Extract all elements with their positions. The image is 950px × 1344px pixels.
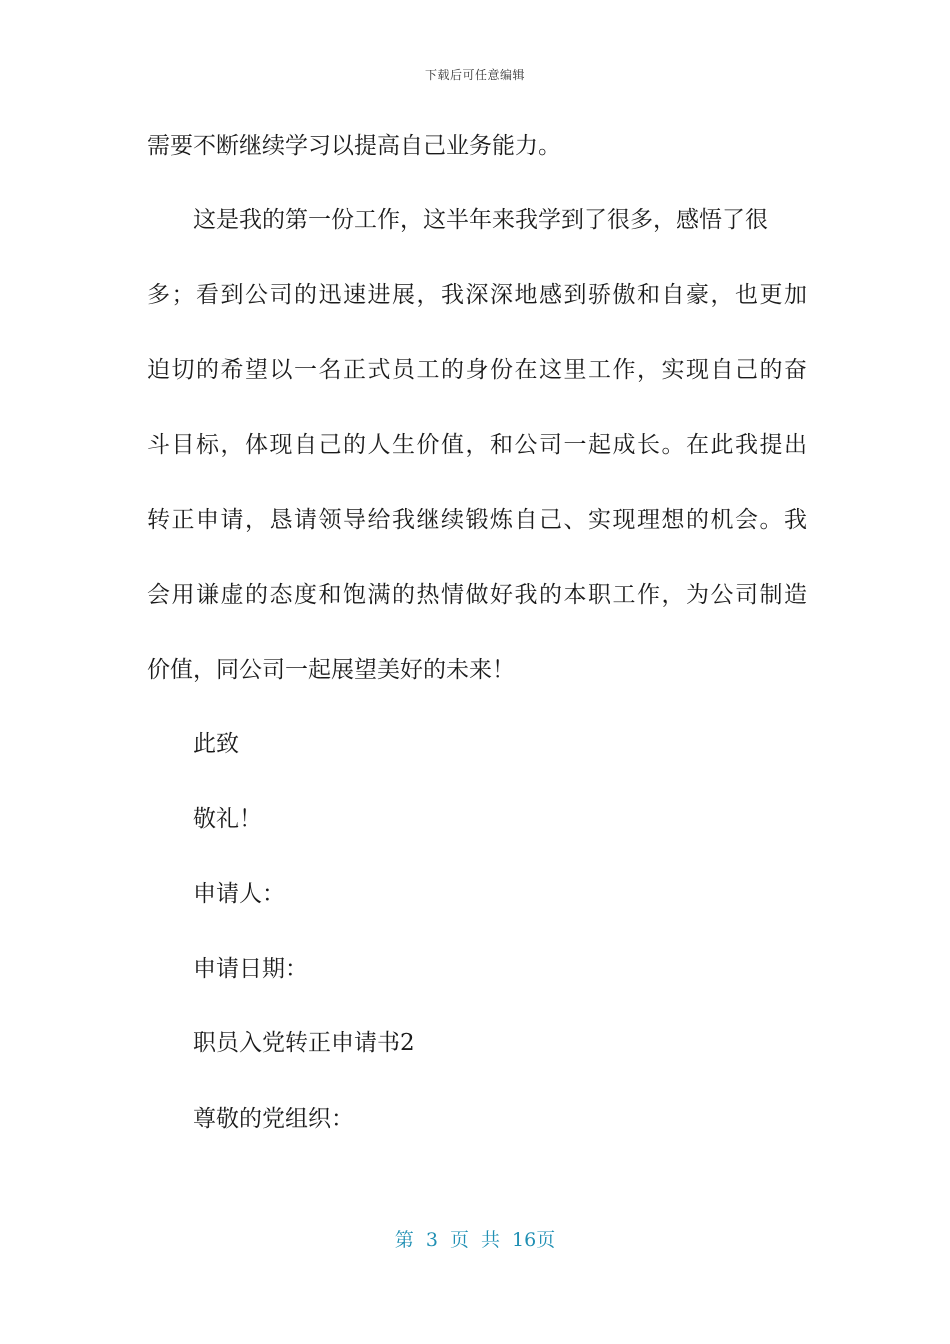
paragraph-first-line: 这是我的第一份工作，这半年来我学到了很多，感悟了很: [193, 207, 768, 233]
greeting-line: 尊敬的党组织：: [193, 1106, 354, 1132]
body-line: 迫切的希望以一名正式员工的身份在这里工作，实现自己的奋: [147, 357, 807, 383]
section-title: 职员入党转正申请书2: [193, 1030, 415, 1056]
closing-regards: 敬礼！: [193, 806, 262, 832]
applicant-label: 申请人：: [193, 881, 285, 907]
body-line: 斗目标，体现自己的人生价值，和公司一起成长。在此我提出: [147, 432, 807, 458]
body-line: 转正申请，恳请领导给我继续锻炼自己、实现理想的机会。我: [147, 507, 807, 533]
page-header-note: 下载后可任意编辑: [424, 68, 525, 82]
body-line: 会用谦虚的态度和饱满的热情做好我的本职工作，为公司制造: [147, 582, 807, 608]
body-line: 多；看到公司的迅速进展，我深深地感到骄傲和自豪，也更加: [147, 282, 807, 308]
closing-salutation: 此致: [193, 731, 239, 757]
page-number-footer: 第 3 页 共 16页: [394, 1229, 556, 1251]
body-line: 需要不断继续学习以提高自己业务能力。: [147, 133, 561, 159]
application-date-label: 申请日期：: [193, 956, 308, 982]
body-line: 价值，同公司一起展望美好的未来！: [147, 657, 515, 683]
